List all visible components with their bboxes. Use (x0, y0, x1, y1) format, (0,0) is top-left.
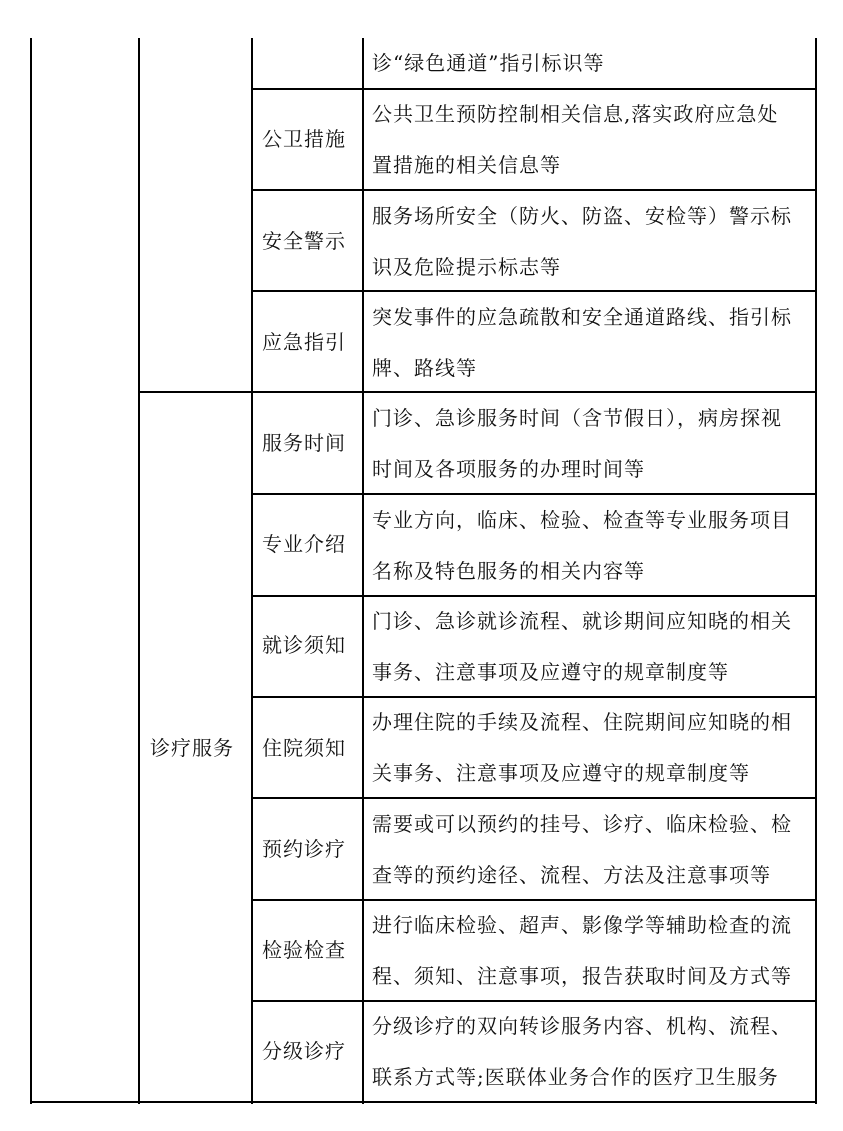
table-border-bottom (30, 1101, 817, 1103)
row-item-label: 专业介绍 (262, 532, 346, 556)
row-item-label: 检验检查 (262, 938, 346, 962)
row-item-label: 就诊须知 (262, 633, 346, 657)
row-item-label: 公卫措施 (262, 127, 346, 151)
row-divider (251, 797, 817, 799)
row-divider (251, 1000, 817, 1002)
row-item-label: 应急指引 (262, 330, 346, 354)
row-divider (251, 595, 817, 597)
row-item-label: 预约诊疗 (262, 837, 346, 861)
row-divider (251, 88, 817, 90)
section-label: 诊疗服务 (150, 736, 234, 760)
document-page: 诊疗服务 诊“绿色通道”指引标识等 公卫措施 公共卫生预防控制相关信息,落实政府应急处 置措施的相关信息等 安全警示 服务场所安全（防火、防盗、安检等）警示标 识及危险提示标志等 应急指引 突发事件的应急疏散和安全通道路线、指引标 牌、路线等 服务时间 门诊、急诊服务时间（含节假日），病房探视 时间及各项服务的办理时间等 专业介绍 专业方向，临床、检验、检查等专业服务项目 名称及特色服务的相关内容等 就诊须知 门诊、急诊就诊流程、就诊期间应知晓的相关 事务、注意事项及应遵守的规章制度等 住院须知 办理住院的手续及流程、住院期间应知晓的相 关事务、注意事项及应遵守的规章制度等 预约诊疗 需要或可以预约的挂号、诊疗、临床检验、检 查等的预约途径、流程、方法及注意事项等 检验检查 进行临床检验、超声、影像学等辅助检查的流 程、须知、注意事项，报告获取时间及方式等 分级诊疗 分级诊疗的双向转诊服务内容、机构、流程、 联系方式等;医联体业务合作的医疗卫生服务 (0, 0, 843, 1131)
row-divider (251, 493, 817, 495)
row-divider (251, 899, 817, 901)
row-divider (251, 696, 817, 698)
row-item-label: 服务时间 (262, 431, 346, 455)
table-column-divider (251, 38, 253, 1104)
section-divider (138, 391, 817, 393)
row-divider (251, 290, 817, 292)
table-column-divider (362, 38, 364, 1104)
row-item-label: 住院须知 (262, 736, 346, 760)
row-item-label: 分级诊疗 (262, 1039, 346, 1063)
table-border-left (30, 38, 32, 1104)
table-border-right (815, 38, 817, 1104)
table-column-divider (138, 38, 140, 1104)
row-item-label: 安全警示 (262, 229, 346, 253)
row-divider (251, 189, 817, 191)
